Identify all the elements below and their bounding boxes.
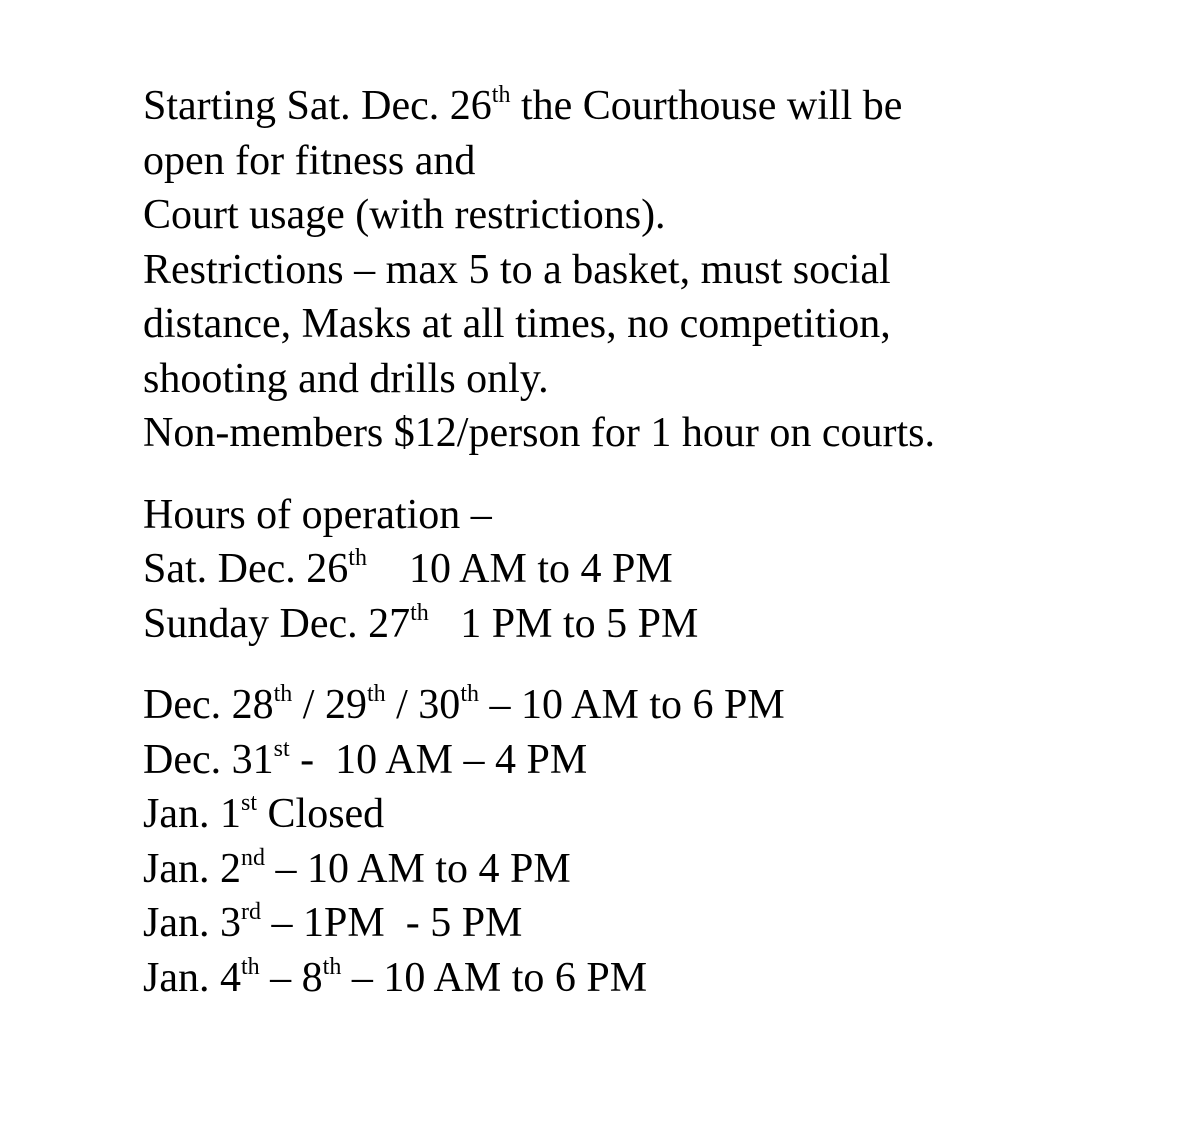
- text-line: [143, 842, 1143, 897]
- intro-paragraph: [143, 79, 1143, 461]
- ordinal-suffix: th: [273, 681, 293, 707]
- text-segment: Restrictions – max 5 to a basket, must social: [143, 246, 891, 293]
- ordinal-suffix: st: [273, 735, 290, 762]
- text-segment: Jan. 2: [143, 845, 241, 892]
- schedule-section: [143, 678, 1143, 1005]
- ordinal-suffix: th: [322, 953, 342, 980]
- ordinal-suffix: st: [241, 790, 258, 816]
- text-segment: 10 AM to 4 PM: [366, 546, 673, 592]
- text-line: [143, 188, 1143, 243]
- text-line: [143, 951, 1143, 1006]
- text-segment: – 1PM - 5 PM: [261, 900, 523, 946]
- text-segment: shooting and drills only.: [143, 355, 549, 402]
- ordinal-suffix: th: [460, 681, 479, 707]
- text-segment: Jan. 1: [143, 791, 241, 837]
- text-segment: – 8: [259, 954, 323, 1001]
- text-line: [143, 79, 1143, 134]
- text-segment: Dec. 28: [143, 682, 274, 728]
- text-segment: distance, Masks at all times, no competition,: [143, 301, 891, 347]
- text-line: [143, 733, 1143, 788]
- text-line: [143, 243, 1143, 298]
- text-segment: – 10 AM to 4 PM: [265, 845, 571, 892]
- ordinal-suffix: rd: [241, 899, 261, 925]
- text-segment: the Courthouse will be: [510, 83, 903, 129]
- hours-section: [143, 488, 1143, 652]
- paragraph-gap: [143, 651, 1143, 678]
- text-segment: Court usage (with restrictions).: [143, 192, 666, 238]
- text-line: [143, 787, 1143, 842]
- text-segment: / 30: [385, 682, 461, 728]
- text-segment: Dec. 31: [143, 736, 274, 783]
- ordinal-suffix: th: [410, 599, 429, 626]
- text-line: [143, 297, 1143, 352]
- notice-document: [143, 79, 1143, 1005]
- text-segment: – 10 AM to 6 PM: [341, 954, 648, 1001]
- text-line: [143, 896, 1143, 951]
- text-segment: Sunday Dec. 27: [143, 600, 411, 647]
- text-segment: / 29: [292, 682, 367, 728]
- text-line: [143, 542, 1143, 597]
- ordinal-suffix: th: [348, 545, 367, 571]
- text-segment: open for fitness and: [143, 137, 476, 184]
- text-line: [143, 488, 1143, 543]
- text-segment: – 10 AM to 6 PM: [478, 682, 785, 728]
- text-segment: 1 PM to 5 PM: [428, 600, 699, 647]
- text-segment: Sat. Dec. 26: [143, 546, 349, 592]
- text-line: [143, 352, 1143, 407]
- ordinal-suffix: th: [366, 681, 386, 707]
- text-segment: - 10 AM – 4 PM: [289, 736, 588, 783]
- ordinal-suffix: nd: [241, 844, 265, 871]
- text-segment: Jan. 3: [143, 900, 241, 946]
- ordinal-suffix: th: [491, 82, 511, 108]
- paragraph-gap: [143, 461, 1143, 488]
- text-segment: Hours of operation –: [143, 491, 492, 538]
- text-line: [143, 134, 1143, 189]
- text-line: [143, 597, 1143, 652]
- text-segment: Non-members $12/person for 1 hour on courts.: [143, 410, 936, 456]
- text-segment: Jan. 4: [143, 954, 241, 1001]
- ordinal-suffix: th: [241, 953, 260, 980]
- text-line: [143, 406, 1143, 461]
- text-line: [143, 678, 1143, 733]
- text-segment: Starting Sat. Dec. 26: [143, 83, 492, 129]
- text-segment: Closed: [257, 791, 385, 837]
